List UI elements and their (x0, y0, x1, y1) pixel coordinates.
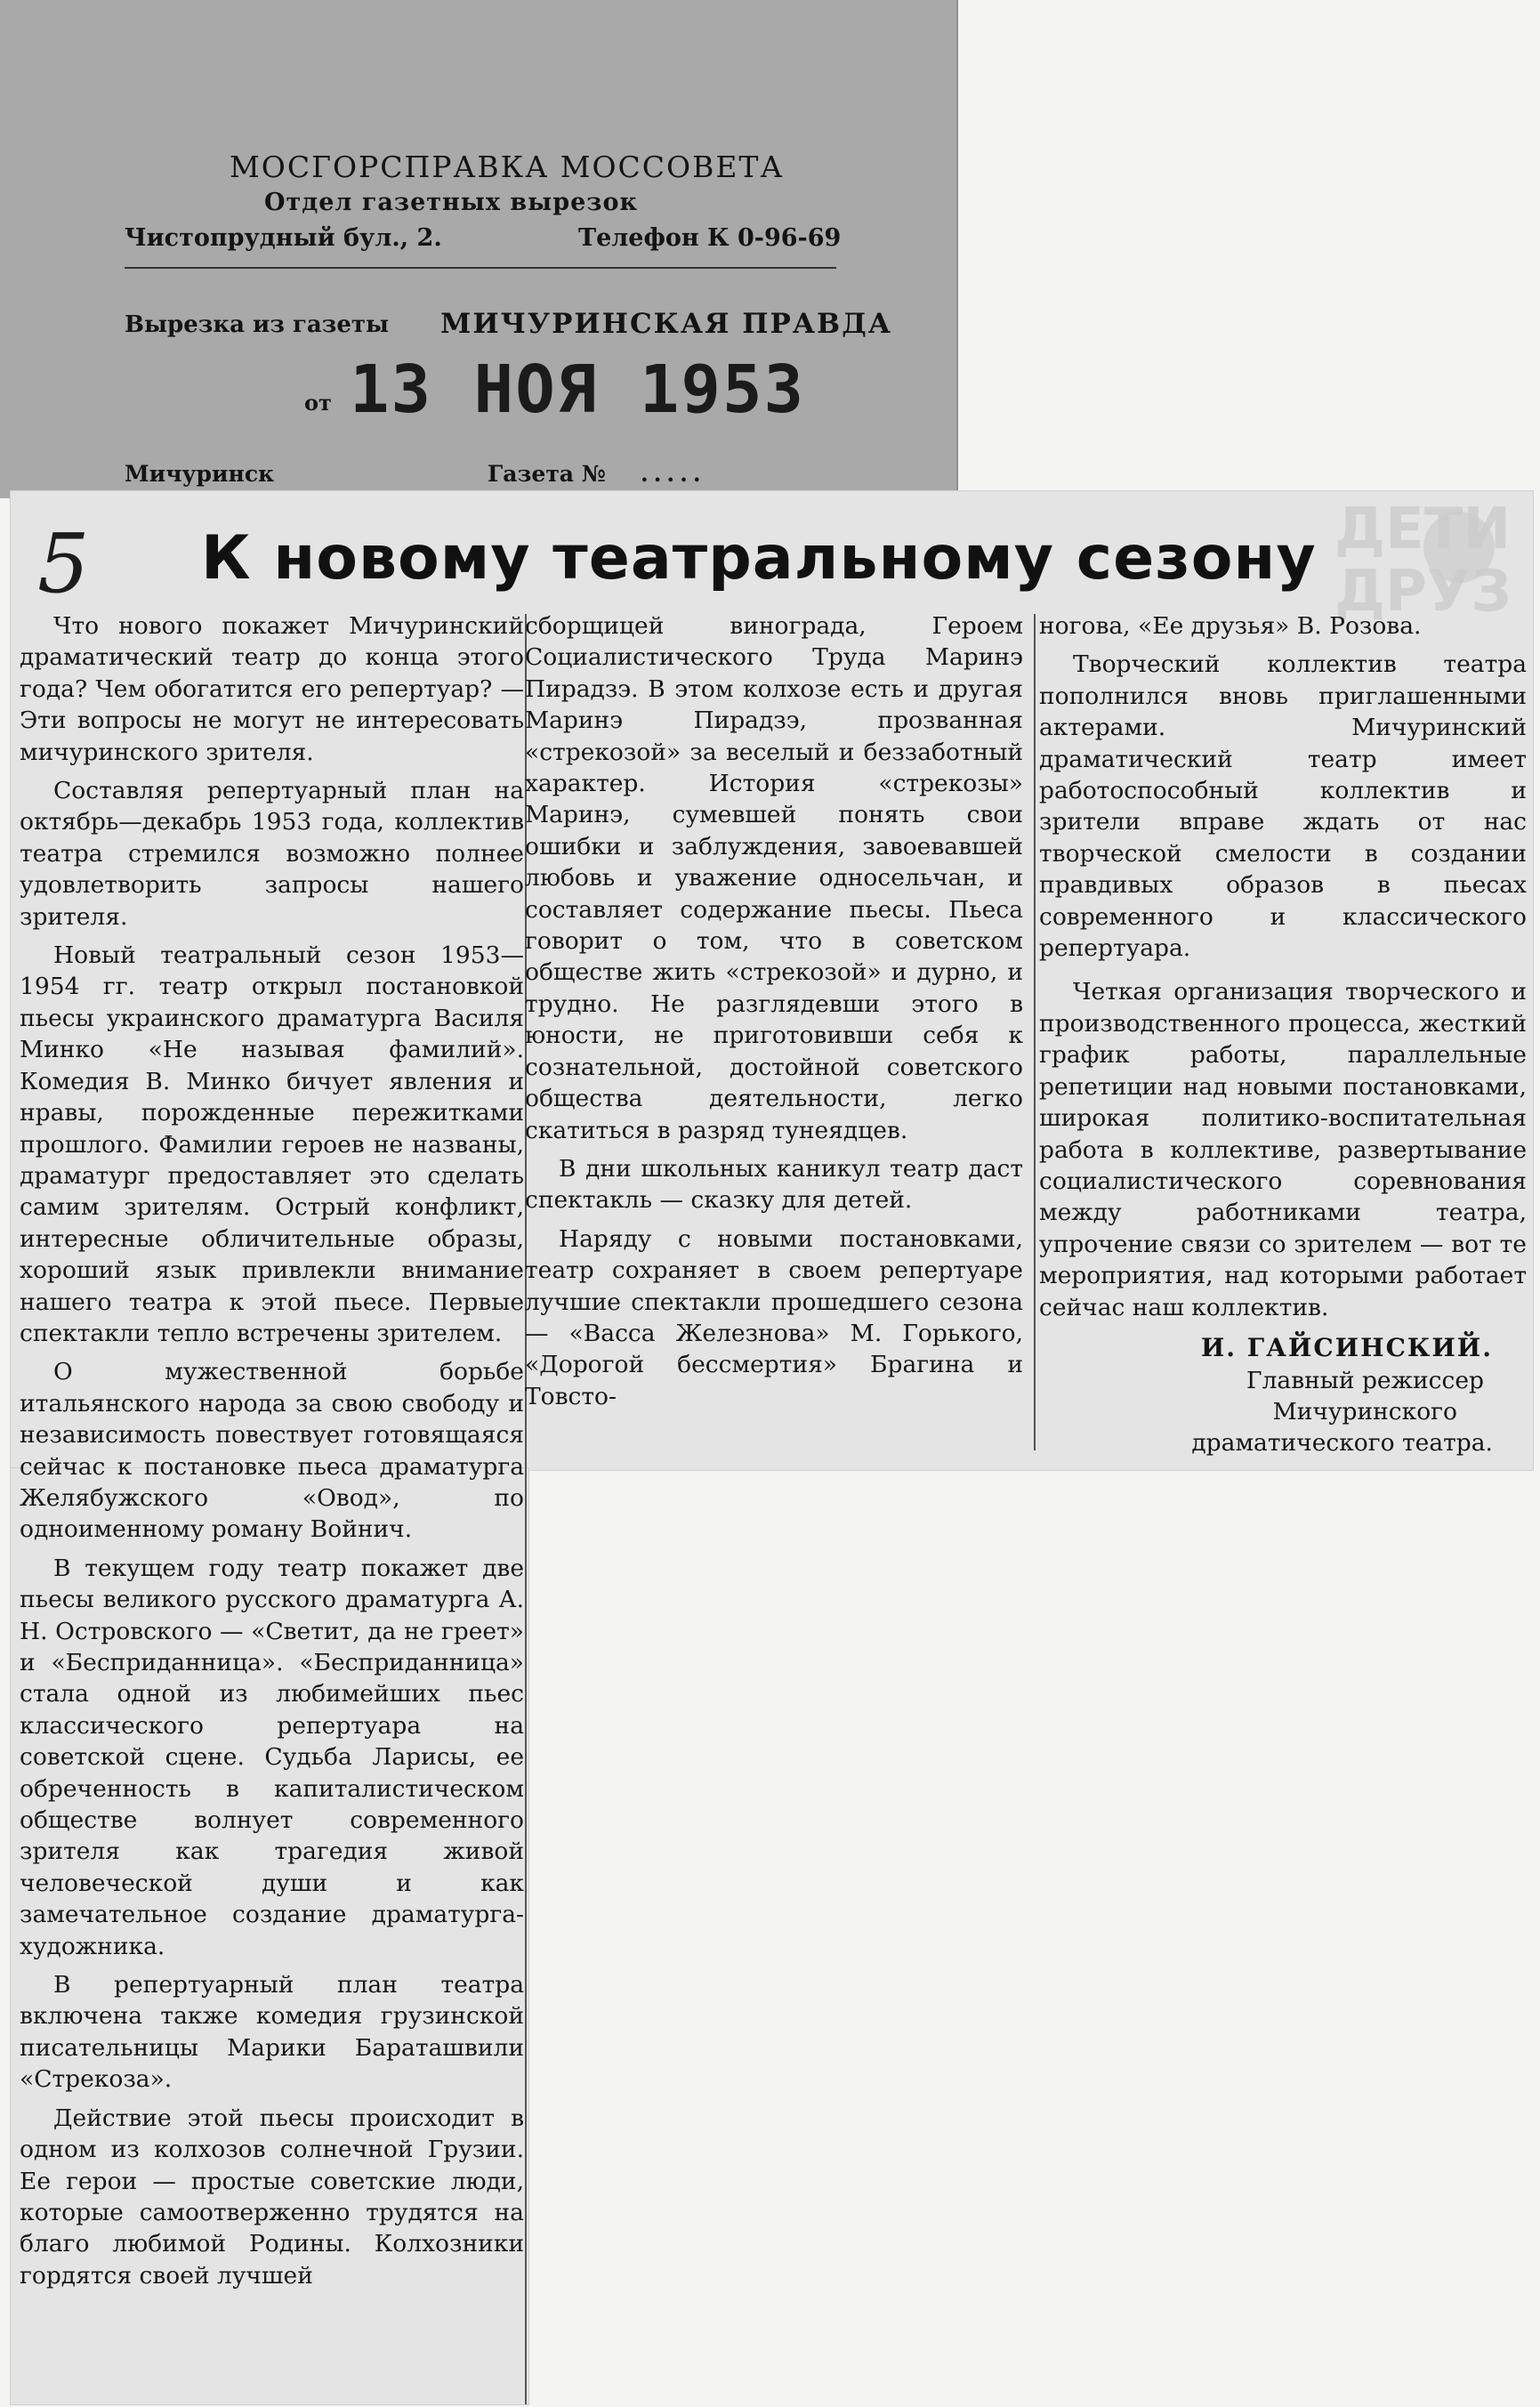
paragraph: О мужественной борьбе итальянского народа за свою свободу и независимость повествует готовящаяся сейчас к постановке пьеса драматурга Желябужского «Овод», по одноименному роману Войнич. (20, 1358, 524, 1544)
clip-label: Вырезка из газеты (125, 311, 390, 338)
bleed-through-text: ДЕТИ ДРУЗ (1334, 497, 1512, 625)
issue-number-blank: ..... (641, 461, 706, 487)
paragraph: ногова, «Ее друзья» В. Розова. (1039, 612, 1422, 640)
paragraph: Творческий коллектив театра пополнился вновь приглашенными актерами. Мичуринский драматический театр имеет работоспособный коллектив и зрители вправе ждать от нас творческой смелости в создании правдивых образов в пьесах современного и классического репертуара. (1039, 650, 1527, 963)
paragraph: Наряду с новыми постановками, театр сохраняет в своем репертуаре лучшие спектакли прошедшего сезона — «Васса Железнова» М. Горького, «Дорогой бессмертия» Брагина и Товсто- (525, 1224, 1023, 1410)
author-name: И. ГАЙСИНСКИЙ. (1200, 1333, 1493, 1362)
clipping-header-card (0, 0, 958, 498)
issue-label: Газета № (488, 461, 606, 487)
author-title: Главный режиссер (1246, 1367, 1484, 1394)
department-name: Отдел газетных вырезок (264, 189, 638, 216)
paragraph: Четкая организация творческого и производственного процесса, жесткий график работы, параллельные репетиции над новыми постановками, широкая политико-воспитательная работа в коллективе, развертывание социалистического соревнования между работниками театра, упрочение связи со зрителем — вот те мероприятия, над которыми работает сейчас наш коллектив. (1039, 978, 1527, 1321)
date-prefix-label: от (304, 390, 332, 416)
paragraph: сборщицей винограда, Героем Социалистического Труда Маринэ Пирадзэ. В этом колхозе есть и другая Маринэ Пирадзэ, прозванная «стрекозой» за веселый и беззаботный характер. История «стрекозы» Маринэ, сумевшей понять свои ошибки и заблуждения, завоевавшей любовь и уважение односельчан, и составляет содержание пьесы. Пьеса говорит о том, что в советском обществе жить «стрекозой» и дурно, и трудно. Не разглядевши этого в юности, не приготовивши себя к сознательной, достойной советского общества деятельности, легко скатиться в разряд тунеядцев. (525, 612, 1023, 1144)
paragraph: В текущем году театр покажет две пьесы великого русского драматурга А. Н. Островского — «Светит, да не греет» и «Бесприданница». «Бесприданница» стала одной из любимейших пьес классического репертуара на советской сцене. Судьба Ларисы, ее обреченность в капиталистическом обществе волнует современного зрителя как трагедия живой человеческой души и как замечательное создание драматурга-художника. (20, 1554, 524, 1960)
header-divider (125, 267, 836, 269)
paragraph: Действие этой пьесы происходит в одном из колхозов солнечной Грузии. Ее герои — простые советские люди, которые самоотверженно трудятся на благо любимой Родины. Колхозники гордятся своей лучшей (20, 2104, 524, 2290)
page-marker: 5 (37, 516, 90, 611)
date-stamp: 13 НОЯ 1953 (350, 351, 806, 428)
paragraph: Новый театральный сезон 1953—1954 гг. театр открыл постановкой пьесы украинского драматурга Василя Минко «Не называя фамилий». Комедия В. Минко бичует явления и нравы, порожденные пережитками прошлого. Фамилии героев не названы, драматург предоставляет это сделать самим зрителям. Острый конфликт, интересные обличительные образы, хороший язык привлекли внимание нашего театра к этой пьесе. Первые спектакли тепло встречены зрителем. (20, 941, 524, 1347)
phone-number: Телефон К 0-96-69 (578, 224, 842, 252)
paragraph: Что нового покажет Мичуринский драматический театр до конца этого года? Чем обогатится его репертуар? — Эти вопросы не могут не интересовать мичуринского зрителя. (20, 612, 524, 766)
paragraph: Составляя репертуарный план на октябрь—декабрь 1953 года, коллектив театра стремился возможно полнее удовлетворить запросы нашего зрителя. (20, 777, 524, 931)
paragraph: В репертуарный план театра включена также комедия грузинской писательницы Марики Бараташвили «Стрекоза». (20, 1971, 524, 2094)
article-column-2 (525, 610, 1023, 1419)
column-divider (1034, 614, 1036, 1450)
author-theatre: драматического театра. (1191, 1429, 1493, 1457)
organization-name: МОСГОРСПРАВКА МОССОВЕТА (230, 149, 785, 184)
address: Чистопрудный бул., 2. (125, 224, 442, 252)
article-column-3 (1039, 610, 1527, 1330)
newspaper-name: МИЧУРИНСКАЯ ПРАВДА (440, 308, 893, 340)
paragraph: В дни школьных каникул театр даст спектакль — сказку для детей. (525, 1154, 1023, 1215)
article-headline: К новому театральному сезону (201, 523, 1317, 594)
author-signature (1039, 1331, 1493, 1458)
author-theatre: Мичуринского (1272, 1398, 1457, 1426)
city-name: Мичуринск (125, 461, 275, 487)
article-column-1 (20, 610, 524, 2298)
